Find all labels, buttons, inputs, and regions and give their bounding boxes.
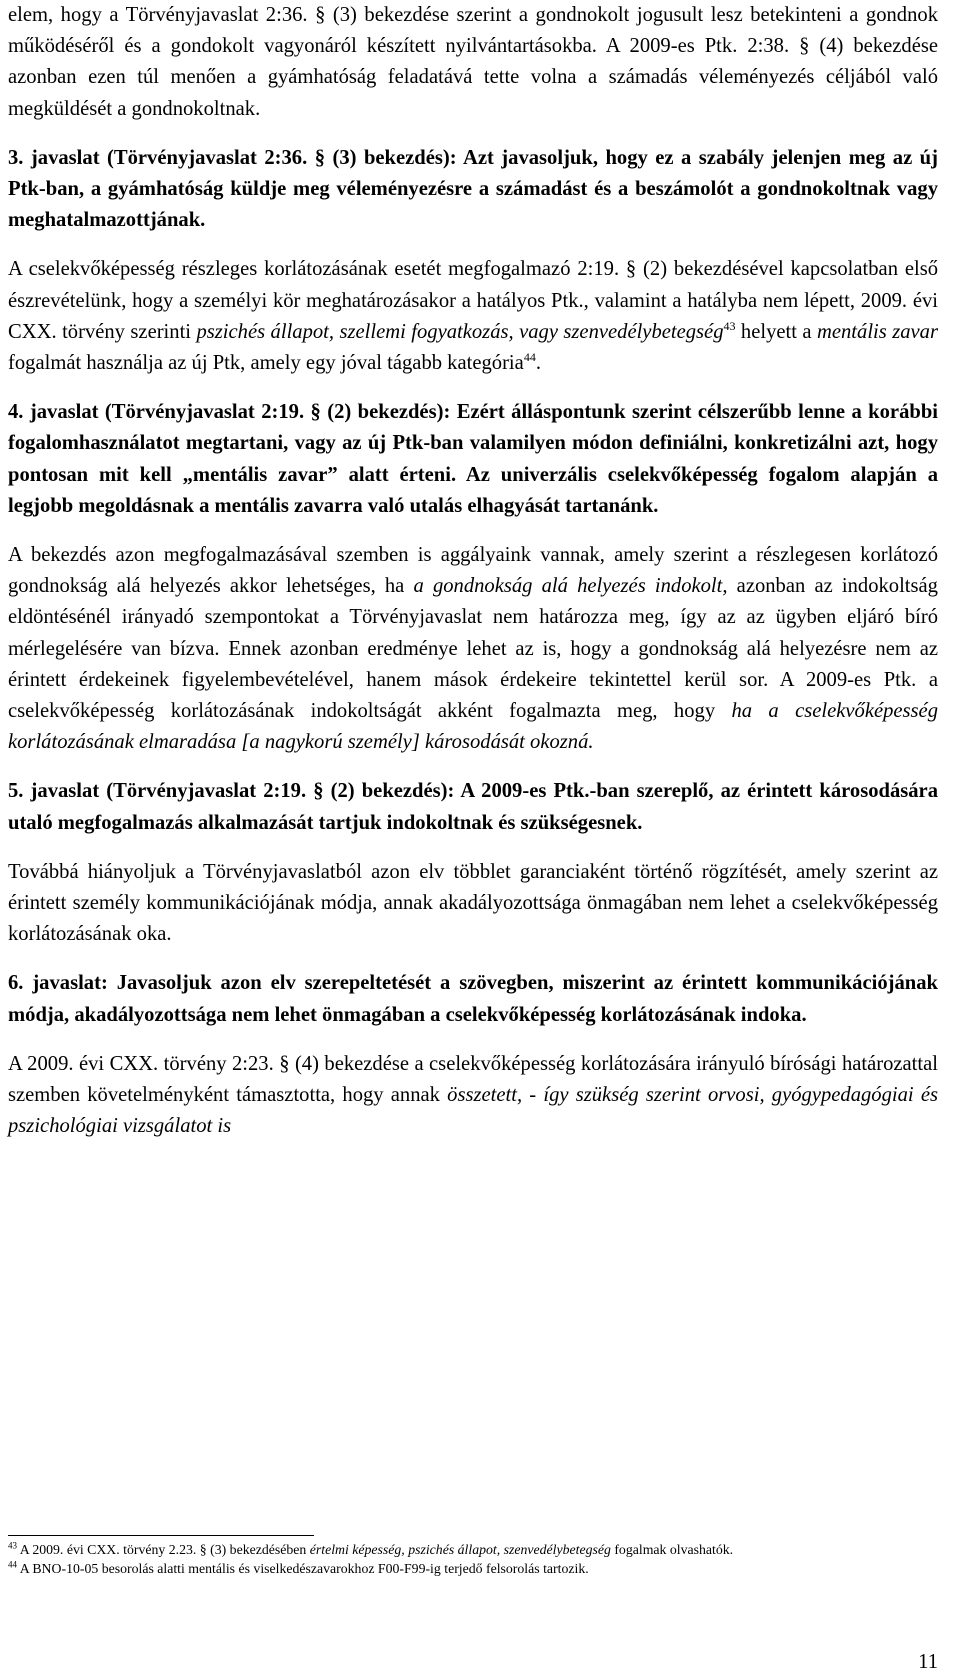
proposal-5 [8, 776, 938, 838]
footnote-ref: 44 [523, 350, 536, 365]
italic-text: pszichés állapot, szellemi fogyatkozás, vagy szenvedélybetegség [196, 320, 724, 343]
body-text [8, 0, 938, 1143]
text-run: 5. javaslat (Törvényjavaslat 2:19. § (2) bekezdés): A 2009-es Ptk.-ban szereplő, az érintett károsodására utaló megfogalmazás alkalmazását tartjuk indokoltnak és szükségesnek. [8, 780, 938, 834]
text-run: A BNO-10-05 besorolás alatti mentális és viselkedészavarokhoz F00-F99-ig terjedő felsorolás tartozik. [17, 1561, 589, 1576]
text-run: A bekezdés azon megfogalmazásával szemben is aggályaink vannak, amely szerint a részlegesen korlátozó gondnokság alá helyezés akkor lehetséges, ha [8, 544, 938, 598]
page-number: 11 [918, 1651, 938, 1673]
text-run: . [535, 352, 541, 375]
proposal-4 [8, 397, 938, 522]
paragraph-intro [8, 0, 938, 125]
paragraph-2009-act [8, 1049, 938, 1143]
footnote-ref: 44 [8, 1559, 17, 1570]
text-run: A 2009. évi CXX. törvény 2:23. § (4) bekezdése a cselekvőképesség korlátozására irányuló bírósági határozattal szemben követelményként támasztotta, hogy annak [8, 1052, 938, 1107]
text-run: helyett a [735, 320, 817, 343]
footnotes [8, 1540, 938, 1578]
italic-text: értelmi képesség, pszichés állapot, szenvedélybetegség [309, 1542, 611, 1557]
italic-text: a gondnokság alá helyezés indokolt, [413, 575, 728, 598]
footnote-divider [8, 1535, 314, 1536]
footnote-43 [8, 1540, 938, 1559]
text-run: fogalmát használja az új Ptk, amely egy jóval tágabb kategória [8, 352, 524, 375]
paragraph-mental-disorder [8, 254, 938, 379]
text-run: Továbbá hiányoljuk a Törvényjavaslatból azon elv többlet garanciaként történő rögzítését, amely szerint az érintett személy kommunikációjának módja, annak akadályozottsága önmagában nem lehet a cselekvőképesség korlátozásának oka. [8, 860, 938, 946]
text-run: azonban az indokoltság eldöntésénél irányadó szempontokat a Törvényjavaslat nem határozza meg, így az az ügyben eljáró bíró mérlegelésére van bízva. Ennek azonban eredménye lehet az is, hogy a gondnokság alá helyezésre nem az érintett érdekeinek figyelembevételével, hanem mások érdekeire tekintettel kerül sor. A 2009-es Ptk. a cselekvőképesség korlátozásának indokoltságát akként fogalmazta meg, hogy [8, 575, 938, 723]
text-run: 4. javaslat (Törvényjavaslat 2:19. § (2) bekezdés): Ezért álláspontunk szerint célszerűbb lenne a korábbi fogalomhasználatot megtartani, vagy az új Ptk-ban valamilyen módon definiálni, konkretizálni azt, hogy pontosan mit kell „mentális zavar” alatt érteni. Az univerzális cselekvőképesség fogalom alapján a legjobb megoldásnak a mentális zavarra való utalás elhagyását tartanánk. [8, 401, 938, 517]
text-run: 3. javaslat (Törvényjavaslat 2:36. § (3) bekezdés): Azt javasoljuk, hogy ez a szabály jelenjen meg az új Ptk-ban, a gyámhatóság küldje meg véleményezésre a számadást és a beszámolót a gondnokoltnak vagy meghatalmazottjának. [8, 146, 938, 232]
italic-text: mentális zavar [817, 320, 938, 343]
paragraph-communication [8, 857, 938, 951]
text-run: fogalmak olvashatók. [610, 1542, 734, 1557]
text-run: 6. javaslat: Javasoljuk azon elv szerepeltetését a szövegben, miszerint az érintett kommunikációjának módja, akadályozottsága nem lehet önmagában a cselekvőképesség korlátozásának indoka. [8, 972, 938, 1026]
footnote-44 [8, 1559, 938, 1578]
italic-text: ha a cselekvőképesség korlátozásának elmaradása [a nagykorú személy] károsodását okozná. [8, 700, 938, 754]
text-run: elem, hogy a Törvényjavaslat 2:36. § (3) bekezdése szerint a gondnokolt jogusult lesz betekinteni a gondnok működéséről és a gondokolt vagyonáról készített nyilvántartásokba. A 2009-es Ptk. 2:38. § (4) bekezdése azonban ezen túl menően a gyámhatóság feladatává tette volna a számadás véleményezés céljából való megküldését a gondnokoltnak. [8, 4, 938, 120]
footnote-ref: 43 [8, 1540, 17, 1551]
proposal-6 [8, 968, 938, 1030]
text-run: A 2009. évi CXX. törvény 2.23. § (3) bekezdésében [17, 1542, 310, 1557]
paragraph-justification [8, 540, 938, 758]
text-run: A cselekvőképesség részleges korlátozásának esetét megfogalmazó 2:19. § (2) bekezdésével kapcsolatban első észrevételünk, hogy a személyi kör meghatározásakor a hatályos Ptk., valamint a hatályba nem lépett, 2009. évi CXX. törvény szerinti [8, 258, 938, 343]
footnote-ref: 43 [723, 318, 736, 333]
italic-text: összetett, - így szükség szerint orvosi, gyógypedagógiai és pszichológiai vizsgálatot is [8, 1084, 938, 1138]
proposal-3 [8, 143, 938, 237]
